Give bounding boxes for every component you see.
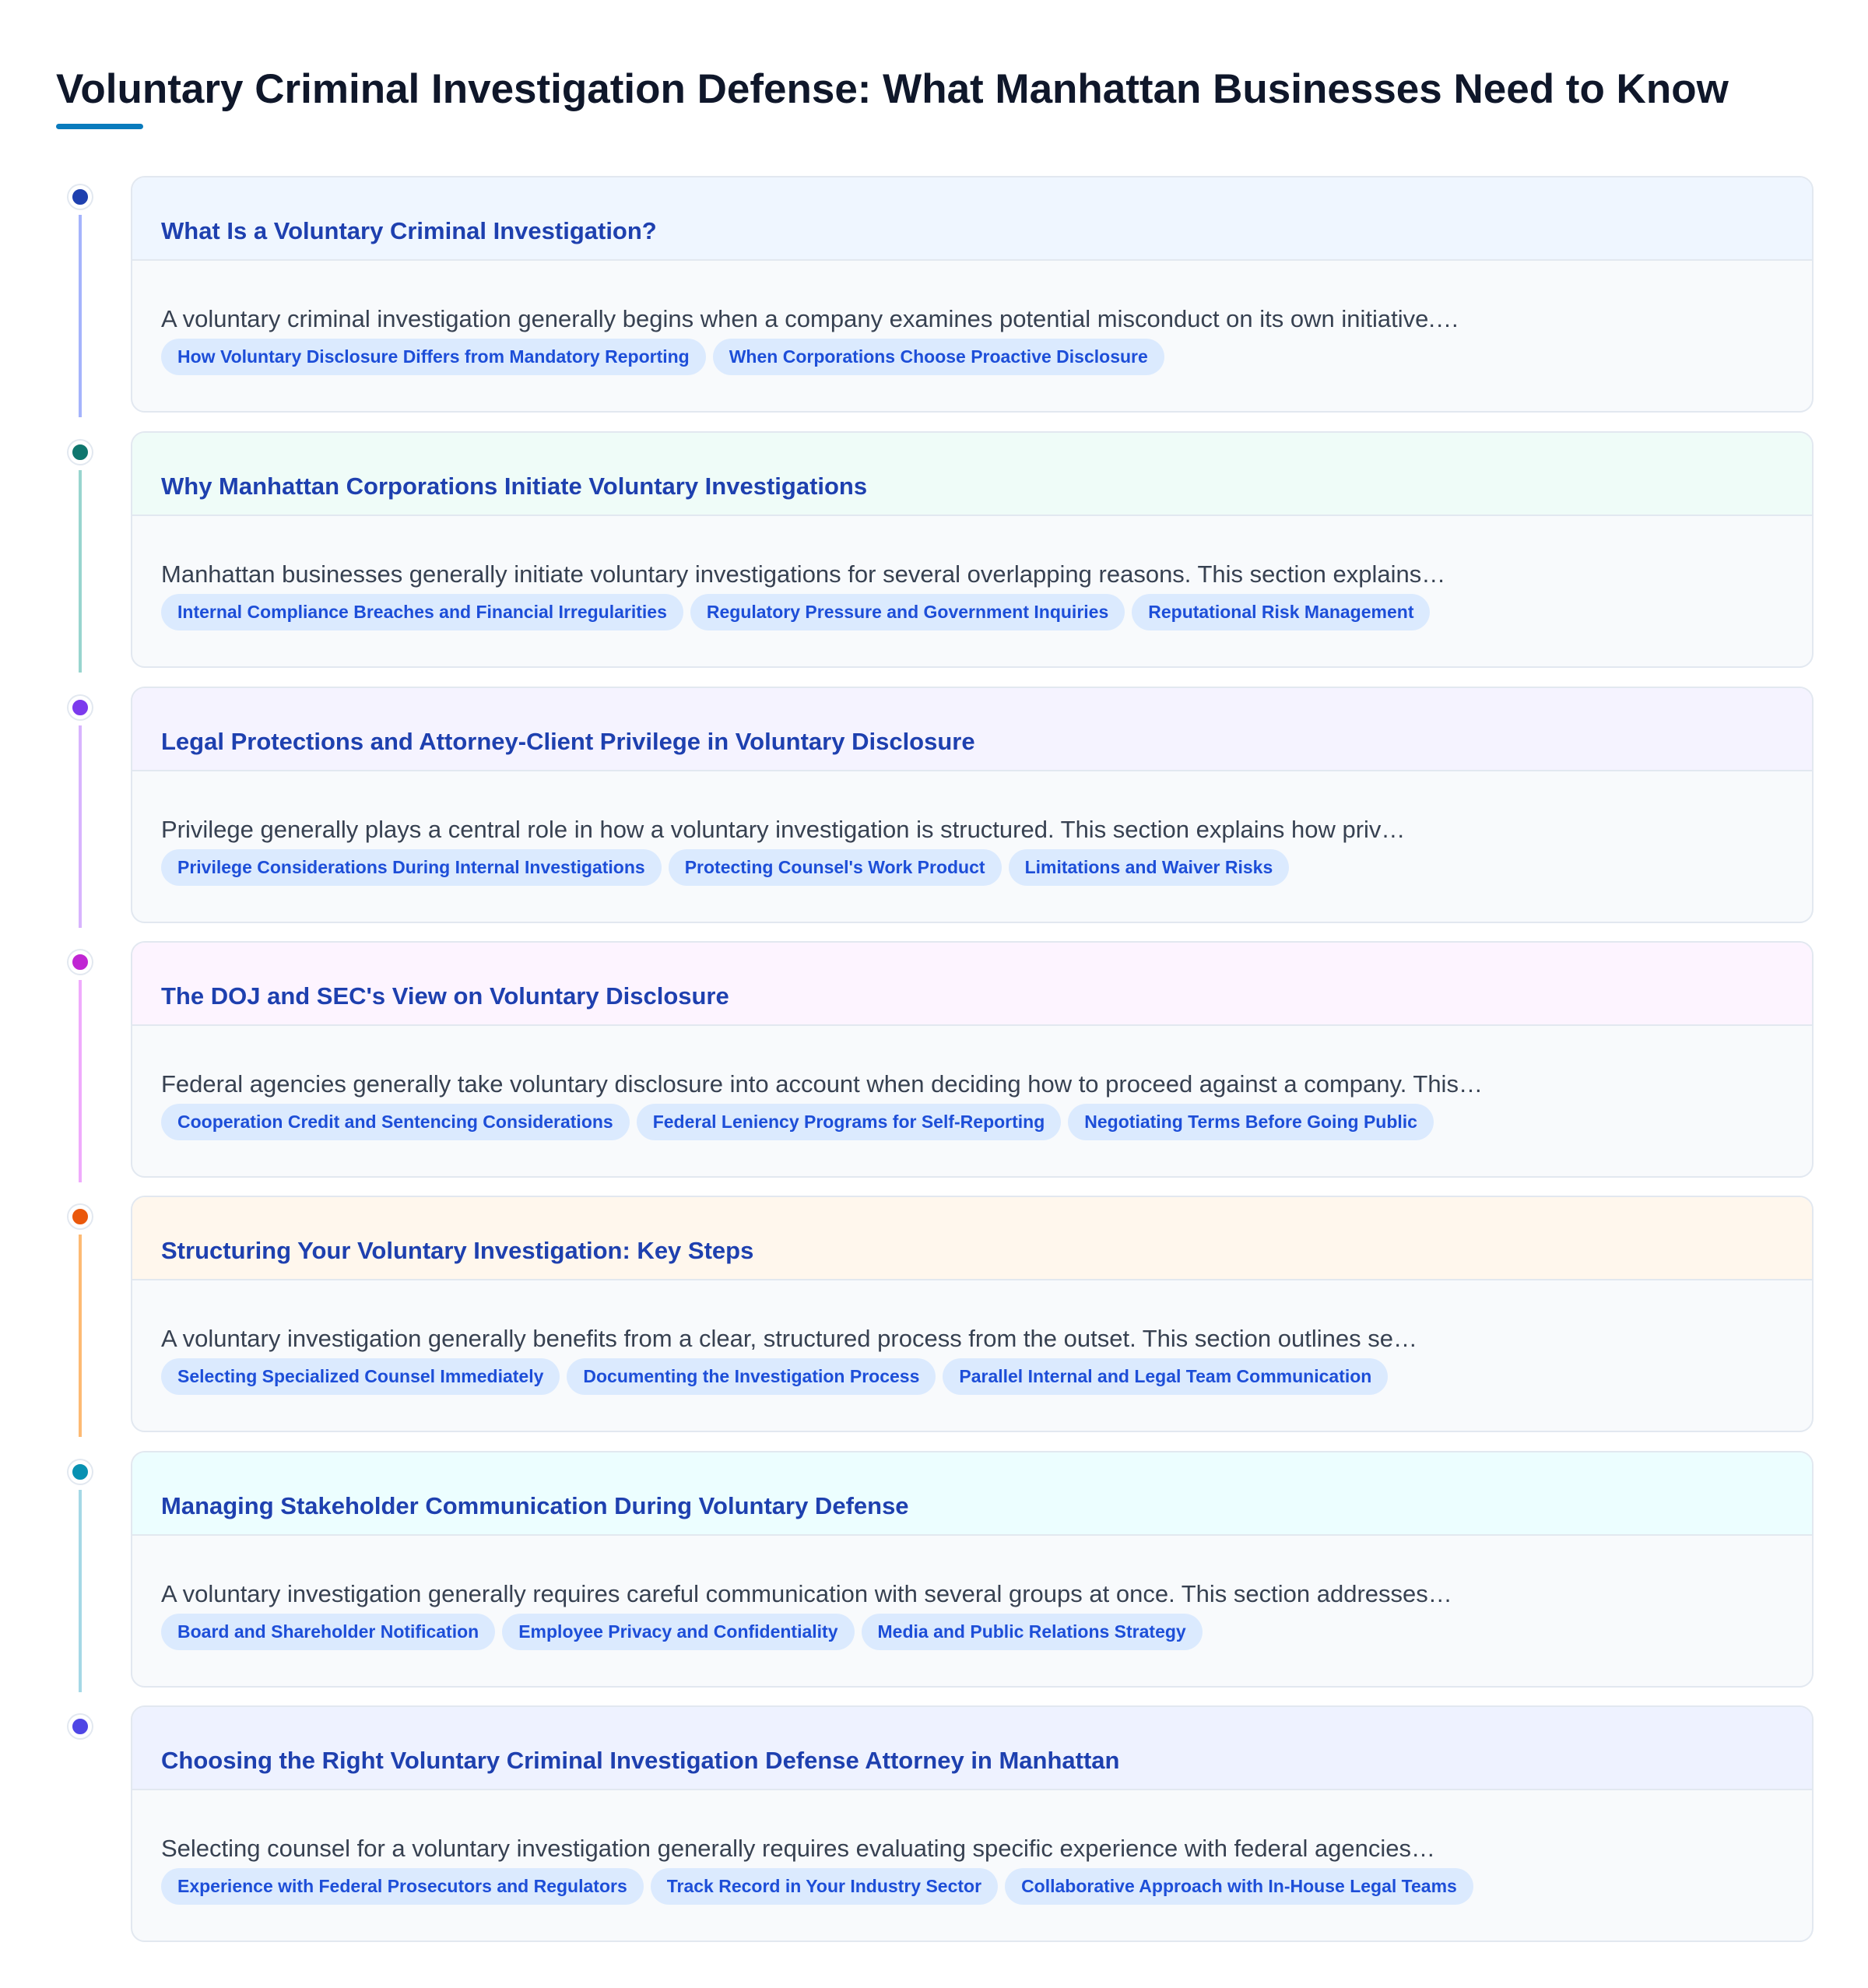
topic-chip[interactable]: When Corporations Choose Proactive Disclosure xyxy=(713,339,1164,375)
timeline-connector xyxy=(79,215,82,417)
topic-chip[interactable]: Experience with Federal Prosecutors and Regulators xyxy=(161,1868,644,1905)
topic-chip[interactable]: Employee Privacy and Confidentiality xyxy=(502,1614,854,1650)
timeline-dot xyxy=(68,1205,92,1228)
timeline-section xyxy=(0,687,1868,923)
section-excerpt: A voluntary investigation generally benefits from a clear, structured process from the outset. This section outlines se… xyxy=(161,1325,1417,1352)
section-card xyxy=(131,687,1814,923)
topic-chip-list xyxy=(161,1614,1783,1650)
section-excerpt: Selecting counsel for a voluntary investigation generally requires evaluating specific experience with federal agencies… xyxy=(161,1835,1436,1862)
timeline-connector xyxy=(79,1235,82,1437)
topic-chip-list xyxy=(161,849,1783,886)
topic-chip-list xyxy=(161,594,1783,630)
topic-chip[interactable]: Parallel Internal and Legal Team Communication xyxy=(943,1358,1388,1395)
section-excerpt: A voluntary criminal investigation generally begins when a company examines potential misconduct on its own initiative.… xyxy=(161,305,1459,332)
timeline-connector xyxy=(79,725,82,928)
section-title-link[interactable]: Why Manhattan Corporations Initiate Voluntary Investigations xyxy=(161,472,868,500)
card-header xyxy=(132,1452,1812,1536)
topic-chip-list xyxy=(161,339,1783,375)
timeline-dot xyxy=(68,185,92,209)
topic-chip[interactable]: Board and Shareholder Notification xyxy=(161,1614,495,1650)
section-title-link[interactable]: Structuring Your Voluntary Investigation: Key Steps xyxy=(161,1237,754,1264)
topic-chip[interactable]: Limitations and Waiver Risks xyxy=(1009,849,1290,886)
timeline-section xyxy=(0,431,1868,668)
timeline-dot xyxy=(68,696,92,719)
topic-chip[interactable]: Protecting Counsel's Work Product xyxy=(669,849,1002,886)
topic-chip[interactable]: Internal Compliance Breaches and Financial Irregularities xyxy=(161,594,683,630)
card-header xyxy=(132,1197,1812,1280)
topic-chip[interactable]: Selecting Specialized Counsel Immediately xyxy=(161,1358,560,1395)
timeline-section xyxy=(0,1196,1868,1432)
card-header xyxy=(132,433,1812,516)
section-title-link[interactable]: What Is a Voluntary Criminal Investigation? xyxy=(161,217,657,244)
timeline-dot xyxy=(68,950,92,974)
topic-chip[interactable]: Negotiating Terms Before Going Public xyxy=(1068,1104,1434,1140)
topic-chip[interactable]: Cooperation Credit and Sentencing Considerations xyxy=(161,1104,630,1140)
section-excerpt: Federal agencies generally take voluntary disclosure into account when deciding how to proceed against a company. This… xyxy=(161,1070,1483,1098)
topic-chip[interactable]: Documenting the Investigation Process xyxy=(567,1358,936,1395)
timeline-dot xyxy=(68,1715,92,1738)
topic-chip[interactable]: Regulatory Pressure and Government Inquiries xyxy=(690,594,1125,630)
timeline-section xyxy=(0,941,1868,1178)
timeline-connector xyxy=(79,980,82,1182)
section-card xyxy=(131,1196,1814,1432)
timeline-dot xyxy=(68,1460,92,1484)
section-card xyxy=(131,431,1814,668)
topic-chip-list xyxy=(161,1868,1783,1905)
timeline-section xyxy=(0,176,1868,413)
page-title: Voluntary Criminal Investigation Defense: What Manhattan Businesses Need to Know xyxy=(56,66,1729,112)
section-title-link[interactable]: Managing Stakeholder Communication During Voluntary Defense xyxy=(161,1492,909,1519)
topic-chip[interactable]: Track Record in Your Industry Sector xyxy=(651,1868,998,1905)
card-header xyxy=(132,1707,1812,1790)
section-card xyxy=(131,941,1814,1178)
section-excerpt: Manhattan businesses generally initiate voluntary investigations for several overlapping reasons. This section explains… xyxy=(161,560,1446,588)
section-card xyxy=(131,1451,1814,1688)
section-title-link[interactable]: Choosing the Right Voluntary Criminal Investigation Defense Attorney in Manhattan xyxy=(161,1747,1120,1774)
section-card xyxy=(131,1705,1814,1942)
card-header xyxy=(132,943,1812,1026)
timeline-connector xyxy=(79,1490,82,1692)
section-excerpt: A voluntary investigation generally requires careful communication with several groups at once. This section addresses… xyxy=(161,1580,1452,1607)
timeline-dot xyxy=(68,441,92,464)
card-header xyxy=(132,688,1812,771)
title-underline xyxy=(56,124,143,129)
card-header xyxy=(132,177,1812,261)
topic-chip[interactable]: Privilege Considerations During Internal Investigations xyxy=(161,849,662,886)
timeline-section xyxy=(0,1705,1868,1942)
topic-chip[interactable]: Federal Leniency Programs for Self-Reporting xyxy=(637,1104,1062,1140)
section-title-link[interactable]: The DOJ and SEC's View on Voluntary Disclosure xyxy=(161,982,729,1010)
topic-chip-list xyxy=(161,1358,1783,1395)
topic-chip[interactable]: Media and Public Relations Strategy xyxy=(862,1614,1203,1650)
section-card xyxy=(131,176,1814,413)
timeline-section xyxy=(0,1451,1868,1688)
section-excerpt: Privilege generally plays a central role in how a voluntary investigation is structured. This section explains how priv… xyxy=(161,816,1406,843)
topic-chip[interactable]: Collaborative Approach with In-House Legal Teams xyxy=(1005,1868,1473,1905)
topic-chip[interactable]: How Voluntary Disclosure Differs from Mandatory Reporting xyxy=(161,339,706,375)
topic-chip[interactable]: Reputational Risk Management xyxy=(1132,594,1430,630)
timeline-connector xyxy=(79,470,82,673)
topic-chip-list xyxy=(161,1104,1783,1140)
section-title-link[interactable]: Legal Protections and Attorney-Client Privilege in Voluntary Disclosure xyxy=(161,728,975,755)
